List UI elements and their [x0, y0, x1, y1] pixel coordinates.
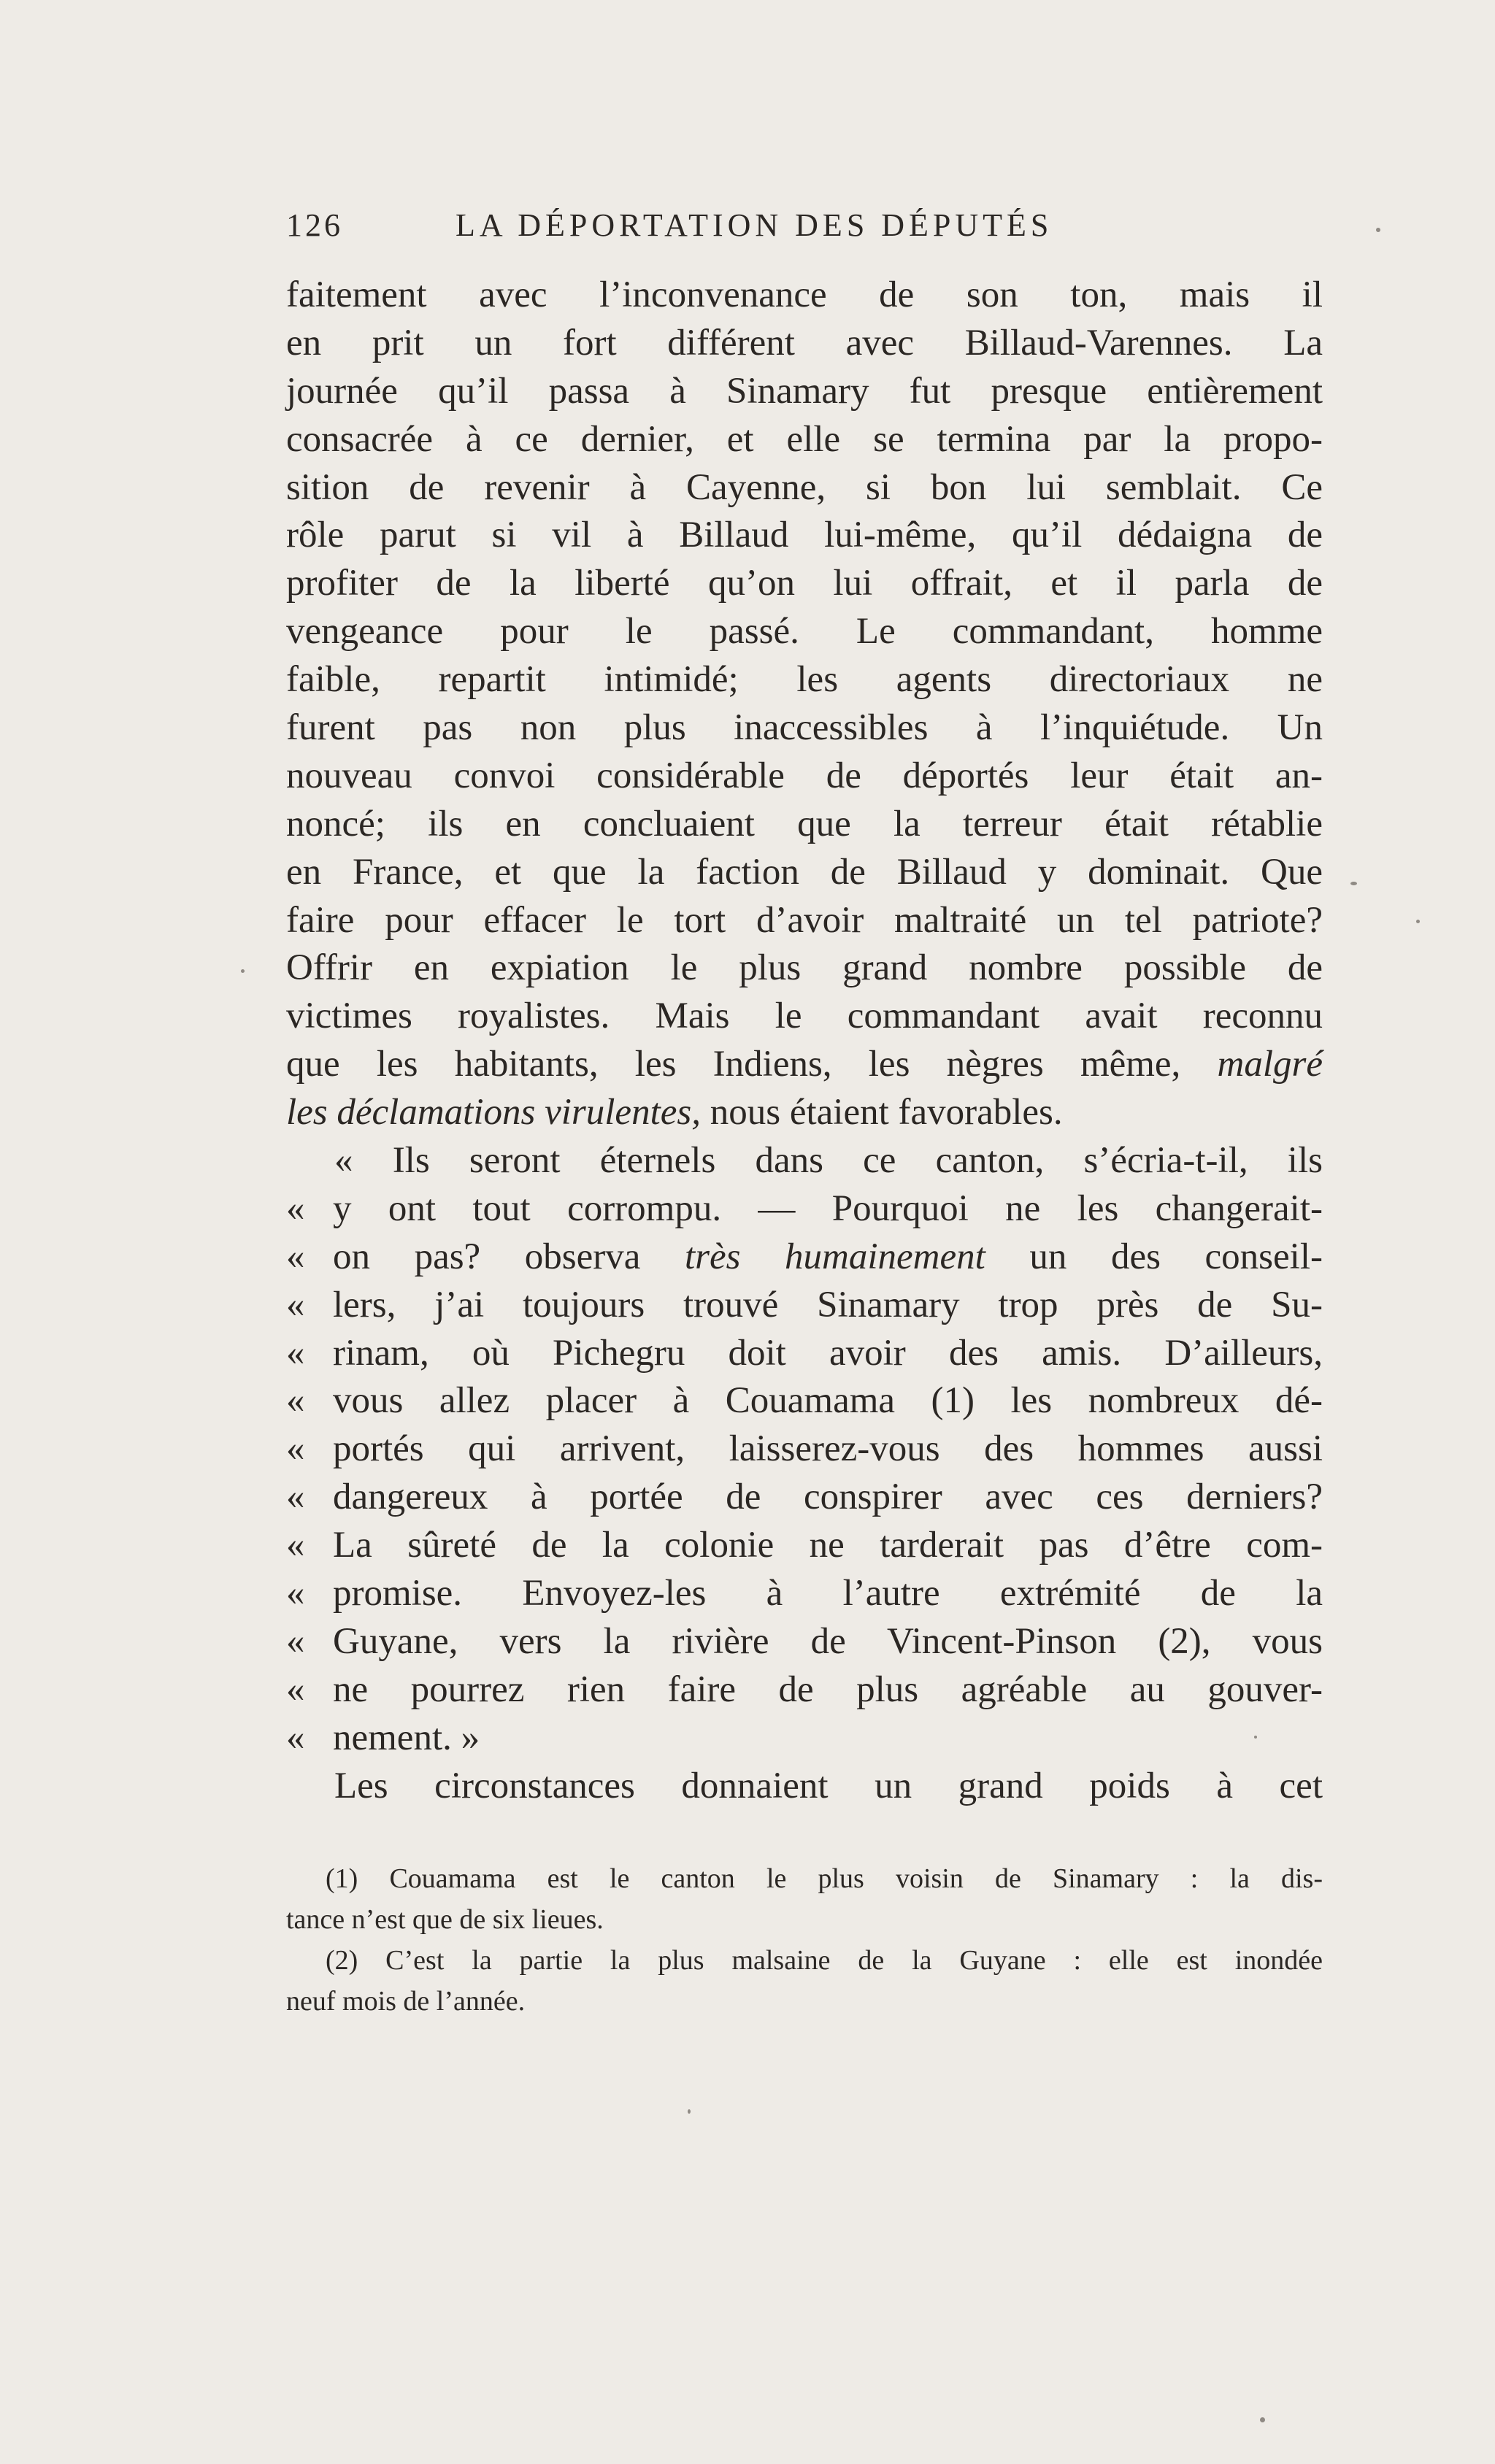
quote-text: dangereux à portée de conspirer avec ces derniers? [333, 1477, 1323, 1518]
quote-mark: « [286, 1573, 305, 1614]
quote-opening-line: « Ils seront éternels dans ce canton, s’écria-t-il, ils [334, 1140, 1323, 1182]
footnotes [286, 1858, 1323, 2022]
quote-text: rinam, où Pichegru doit avoir des amis. D’ailleurs, [333, 1332, 1323, 1374]
page-header [286, 207, 1323, 250]
quote-line [286, 1425, 1323, 1474]
text-line: journée qu’il passa à Sinamary fut presque entièrement [286, 370, 1323, 412]
quote-text: Guyane, vers la rivière de Vincent-Pinson (2), vous [333, 1620, 1323, 1662]
text-segment: un des conseil- [985, 1236, 1323, 1277]
quote-line [286, 1522, 1323, 1570]
quote-line [286, 1185, 1323, 1233]
quote-mark: « [286, 1380, 305, 1422]
page-number: 126 [286, 207, 343, 243]
text-line [286, 1089, 1323, 1137]
italic-text: les déclamations virulentes, [286, 1092, 701, 1133]
quote-mark: « [286, 1428, 305, 1470]
quote-mark: « [286, 1717, 305, 1758]
quote-text [333, 1233, 1323, 1282]
italic-text: malgré [1217, 1044, 1323, 1085]
quote-line [286, 1330, 1323, 1378]
quote-mark: « [286, 1284, 305, 1325]
quote-mark: « [286, 1620, 305, 1662]
footnote-1-line: tance n’est que de six lieues. [286, 1904, 604, 1935]
quote-line [286, 1233, 1323, 1282]
quote-mark: « [286, 1477, 305, 1518]
text-line: victimes royalistes. Mais le commandant avait reconnu [286, 996, 1323, 1037]
paper-speck [241, 969, 245, 973]
quote-line [286, 1570, 1323, 1618]
text-line: nouveau convoi considérable de déportés leur était an- [286, 755, 1323, 796]
text-line: sition de revenir à Cayenne, si bon lui semblait. Ce [286, 466, 1323, 508]
paper-speck [1416, 920, 1420, 923]
quote-text: y ont tout corrompu. — Pourquoi ne les changerait- [333, 1187, 1323, 1229]
quote-mark: « [286, 1525, 305, 1566]
quote-line [286, 1618, 1323, 1666]
text-segment: que les habitants, les Indiens, les nègres même, [286, 1044, 1218, 1085]
text-line: noncé; ils en concluaient que la terreur était rétablie [286, 803, 1323, 844]
text-line: vengeance pour le passé. Le commandant, homme [286, 611, 1323, 652]
footnote-2-line: (2) C’est la partie la plus malsaine de la Guyane : elle est inondée [326, 1945, 1323, 1976]
quote-text: vous allez placer à Couamama (1) les nombreux dé- [333, 1380, 1323, 1422]
quote-text: ne pourrez rien faire de plus agréable au gouver- [333, 1668, 1323, 1710]
text-segment: nous étaient favorables. [700, 1092, 1063, 1133]
quote-text: portés qui arrivent, laisserez-vous des hommes aussi [333, 1428, 1323, 1470]
text-line: furent pas non plus inaccessibles à l’inquiétude. Un [286, 707, 1323, 749]
quote-mark: « [286, 1187, 305, 1229]
text-line: faible, repartit intimidé; les agents directoriaux ne [286, 659, 1323, 701]
quote-line [286, 1714, 1323, 1763]
text-line: en France, et que la faction de Billaud y dominait. Que [286, 851, 1323, 893]
quote-line [286, 1666, 1323, 1714]
quote-line [286, 1474, 1323, 1522]
text-line: faire pour effacer le tort d’avoir maltraité un tel patriote? [286, 899, 1323, 941]
paper-speck [1350, 882, 1357, 885]
text-line: consacrée à ce dernier, et elle se termina par la propo- [286, 418, 1323, 460]
footnote-1-line: (1) Couamama est le canton le plus voisin de Sinamary : la dis- [326, 1863, 1323, 1894]
text-line: profiter de la liberté qu’on lui offrait, et il parla de [286, 563, 1323, 604]
quote-mark: « [286, 1236, 305, 1277]
text-line [286, 1041, 1323, 1089]
quote-text: lers, j’ai toujours trouvé Sinamary trop près de Su- [333, 1284, 1323, 1325]
text-line: faitement avec l’inconvenance de son ton, mais il [286, 274, 1323, 315]
quote-text: La sûreté de la colonie ne tarderait pas d’être com- [333, 1525, 1323, 1566]
quote-line [286, 1282, 1323, 1330]
text-line: en prit un fort différent avec Billaud-Varennes. La [286, 322, 1323, 363]
quote-line [286, 1377, 1323, 1425]
paper-speck [1260, 2417, 1265, 2422]
footnote-2-line: neuf mois de l’année. [286, 1986, 526, 2017]
quote-mark: « [286, 1668, 305, 1710]
text-line: rôle parut si vil à Billaud lui-même, qu’il dédaigna de [286, 515, 1323, 556]
quote-mark: « [286, 1332, 305, 1374]
quote-text: promise. Envoyez-les à l’autre extrémité de la [333, 1573, 1323, 1614]
text-line: Offrir en expiation le plus grand nombre possible de [286, 947, 1323, 989]
quote-text: nement. » [333, 1717, 480, 1758]
paper-speck [688, 2109, 691, 2114]
closing-line: Les circonstances donnaient un grand poids à cet [334, 1765, 1323, 1806]
text-segment: on pas? observa [333, 1236, 685, 1277]
running-title: LA DÉPORTATION DES DÉPUTÉS [456, 207, 1053, 243]
paper-speck [1254, 1736, 1257, 1739]
paper-speck [1376, 228, 1380, 232]
italic-text: très humainement [684, 1236, 985, 1277]
body-text [286, 272, 1323, 1811]
